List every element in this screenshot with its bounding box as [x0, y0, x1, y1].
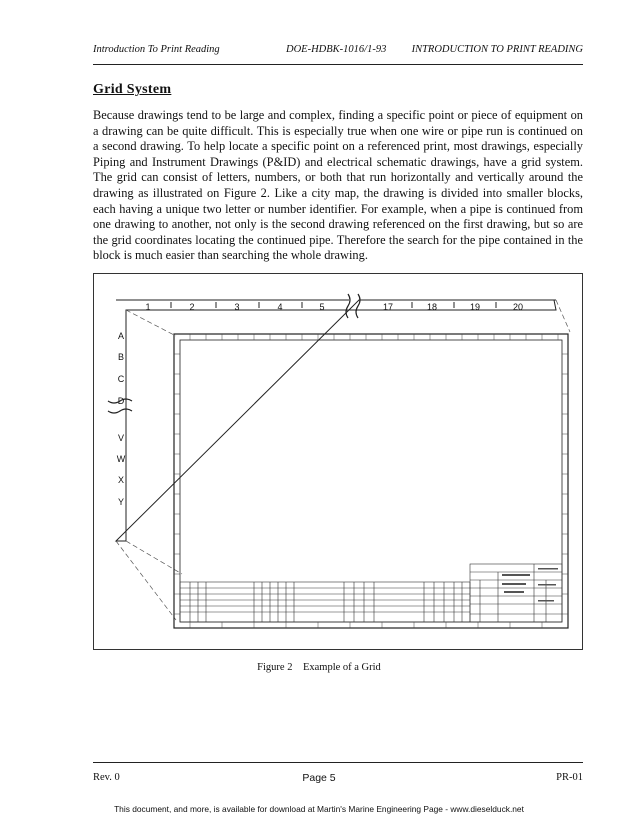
footer-rule: [93, 762, 583, 763]
header-right: INTRODUCTION TO PRINT READING: [411, 44, 583, 55]
row-label: X: [117, 475, 125, 485]
download-notice: This document, and more, is available for download at Martin's Marine Engineering Page - www.dieselduck.net: [114, 804, 524, 814]
row-label: W: [116, 454, 126, 464]
column-label: 19: [469, 302, 481, 312]
column-tick-marks: [171, 302, 496, 308]
column-label: 1: [145, 302, 151, 312]
row-label: C: [117, 374, 125, 384]
row-label: D: [117, 396, 125, 406]
grid-figure: [93, 273, 583, 650]
header-rule: [93, 64, 583, 65]
figure-caption: Figure 2 Example of a Grid: [257, 662, 381, 673]
column-label: 4: [277, 302, 283, 312]
column-label: 20: [512, 302, 524, 312]
footer-module-code: PR-01: [556, 772, 583, 783]
column-label: 5: [319, 302, 325, 312]
grid-drawing: [94, 274, 584, 651]
row-label: V: [117, 433, 125, 443]
page-header: [93, 44, 583, 60]
revision-block: [180, 582, 470, 622]
row-label: A: [117, 331, 125, 341]
footer-page-number: Page 5: [302, 772, 336, 784]
title-block-text-marks: [502, 568, 558, 602]
section-title: Grid System: [93, 82, 172, 97]
footer-revision: Rev. 0: [93, 772, 120, 783]
body-paragraph: Because drawings tend to be large and complex, finding a specific point or piece of equipment on a drawing can be quite difficult. This is especially true when one wire or pipe run is continued on a second drawing. To help locate a specific point on a referenced print, most drawings, especially Piping and Instrument Drawings (P&ID) and electrical schematic drawings, have a grid system. The grid can consist of letters, numbers, or both that run horizontally and vertically around the drawing as illustrated on Figure 2. Like a city map, the drawing is divided into smaller blocks, each having a unique two letter or number identifier. For example, when a pipe is continued from one drawing to another, not only is the second drawing referenced on the first drawing, but so are the grid coordinates locating the continued pipe. Therefore the search for the pipe contained in the block is much easier than searching the whole drawing.: [93, 108, 583, 263]
row-label: B: [117, 352, 125, 362]
column-label: 3: [234, 302, 240, 312]
grid-border-outline: [116, 300, 556, 541]
header-left: Introduction To Print Reading: [93, 44, 220, 55]
column-label: 2: [189, 302, 195, 312]
column-label: 18: [426, 302, 438, 312]
header-center: DOE-HDBK-1016/1-93: [286, 44, 387, 55]
row-label: Y: [117, 497, 125, 507]
column-label: 17: [382, 302, 394, 312]
